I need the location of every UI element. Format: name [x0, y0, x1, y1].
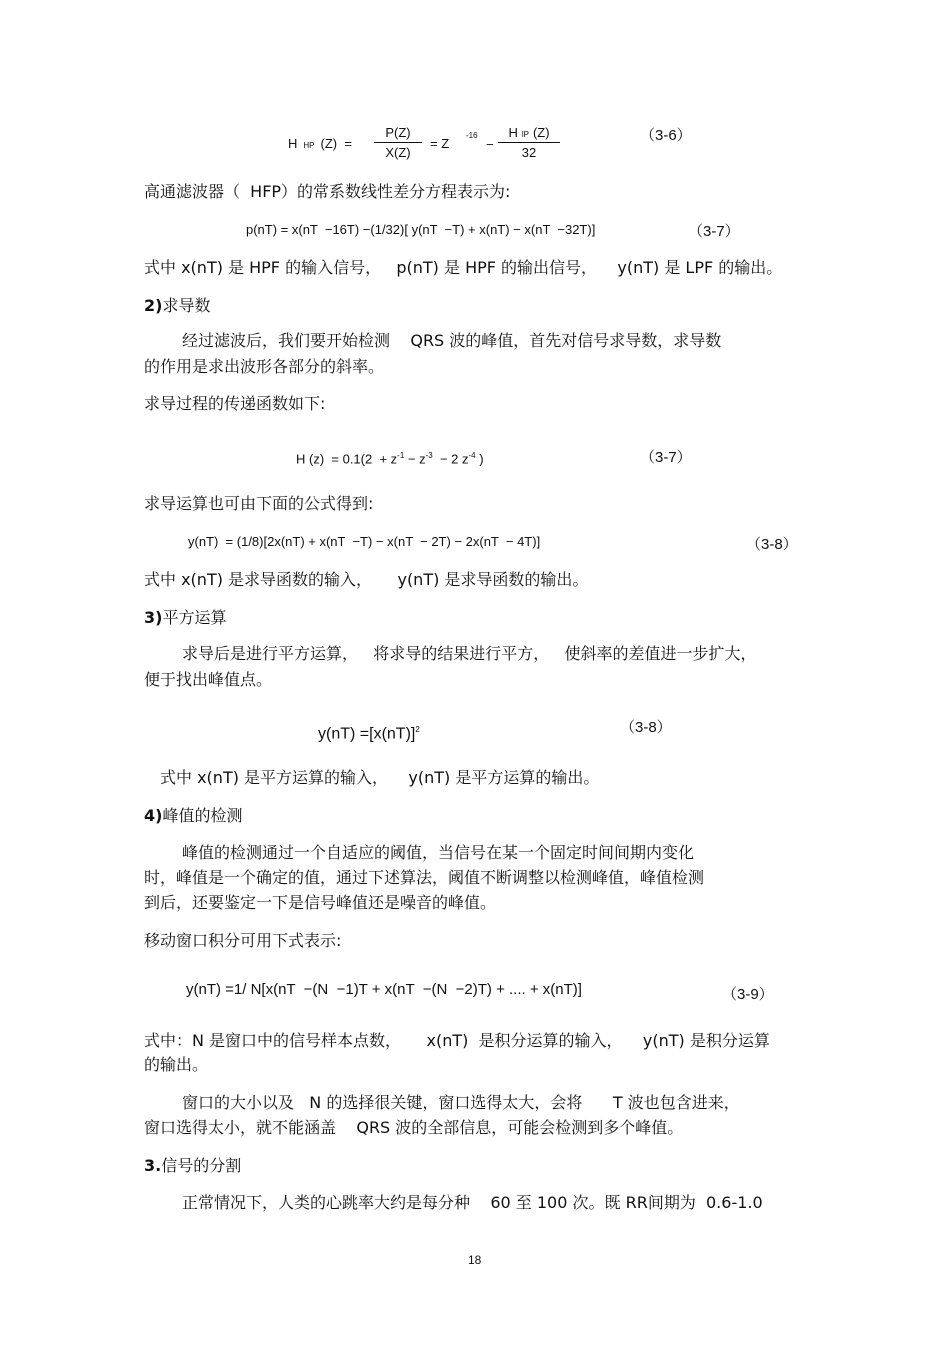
- paragraph: 窗口选得太小，就不能涵盖 QRS 波的全部信息，可能会检测到多个峰值。: [144, 1118, 684, 1137]
- eq39-number: （3-9）: [722, 986, 774, 1003]
- paragraph: 峰值的检测通过一个自适应的阈值，当信号在某一个固定时间间期内变化: [182, 843, 695, 862]
- section-heading: 3.信号的分割: [144, 1156, 242, 1175]
- paragraph: 式中 x(nT) 是 HPF 的输入信号， p(nT) 是 HPF 的输出信号， y(nT) 是 LPF 的输出。: [144, 258, 783, 277]
- section-heading: 3)平方运算: [144, 608, 227, 627]
- paragraph: 的输出。: [144, 1055, 209, 1074]
- equation-3-7a: p(nT) = x(nT −16T) −(1/32)[ y(nT −T) + x(nT) − x(nT −32T)]: [246, 222, 596, 237]
- eq37a-number: （3-7）: [688, 223, 740, 240]
- paragraph: 正常情况下，人类的心跳率大约是每分种 60 至 100 次。既 RR间期为 0.6-1.0: [182, 1193, 763, 1212]
- eq36-number: （3-6）: [640, 127, 692, 144]
- eq36-mid: = Z: [430, 136, 450, 151]
- eq36-frac1: P(Z) X(Z): [374, 125, 422, 160]
- eq36-minus: −: [486, 137, 494, 152]
- eq36-frac2: HlP (Z) 32: [498, 125, 560, 160]
- eq37b-number: （3-7）: [640, 449, 692, 466]
- paragraph: 高通滤波器（ HFP）的常系数线性差分方程表示为:: [144, 182, 511, 201]
- eq38a-number: （3-8）: [746, 536, 798, 553]
- paragraph: 到后，还要鉴定一下是信号峰值还是噪音的峰值。: [144, 893, 497, 912]
- eq36-sup: -16: [466, 131, 478, 140]
- paragraph: 求导运算也可由下面的公式得到:: [144, 494, 374, 513]
- paragraph: 式中 x(nT) 是平方运算的输入， y(nT) 是平方运算的输出。: [160, 768, 600, 787]
- paragraph: 式中：N 是窗口中的信号样本点数， x(nT) 是积分运算的输入， y(nT) 是积分运算: [144, 1031, 770, 1050]
- paragraph: 移动窗口积分可用下式表示:: [144, 931, 342, 950]
- equation-3-9: y(nT) =1/ N[x(nT −(N −1)T + x(nT −(N −2)T) + .... + x(nT)]: [186, 981, 582, 998]
- paragraph: 窗口的大小以及 N 的选择很关键，窗口选得太大，会将 T 波也包含进来，: [182, 1093, 740, 1112]
- paragraph: 求导后是进行平方运算， 将求导的结果进行平方， 使斜率的差值进一步扩大，: [182, 644, 757, 663]
- equation-3-8b: $y(nT) =[x(nT)]^2$: [318, 725, 420, 743]
- section-heading: 2)求导数: [144, 296, 211, 315]
- section-heading: 4)峰值的检测: [144, 806, 243, 825]
- paragraph: 的作用是求出波形各部分的斜率。: [144, 357, 385, 376]
- page-number: 18: [468, 1253, 482, 1267]
- paragraph: 时，峰值是一个确定的值，通过下述算法，阈值不断调整以检测峰值，峰值检测: [144, 868, 705, 887]
- equation-3-7b: H $(z) = 0.1(2 + z^{-1} - z^{-3} - 2$ $z^{-4}$ ): [296, 451, 484, 467]
- paragraph: 求导过程的传递函数如下:: [144, 394, 326, 413]
- paragraph: 经过滤波后，我们要开始检测 QRS 波的峰值，首先对信号求导数，求导数: [182, 331, 722, 350]
- paragraph: 便于找出峰值点。: [144, 670, 273, 689]
- eq38b-number: （3-8）: [620, 719, 672, 736]
- equation-3-8a: y(nT) = (1/8)[2x(nT) + x(nT −T) − x(nT − 2T) − 2x(nT − 4T)]: [188, 534, 541, 549]
- eq36-lhs: HHP (Z) =: [288, 136, 352, 151]
- paragraph: 式中 x(nT) 是求导函数的输入， y(nT) 是求导函数的输出。: [144, 570, 589, 589]
